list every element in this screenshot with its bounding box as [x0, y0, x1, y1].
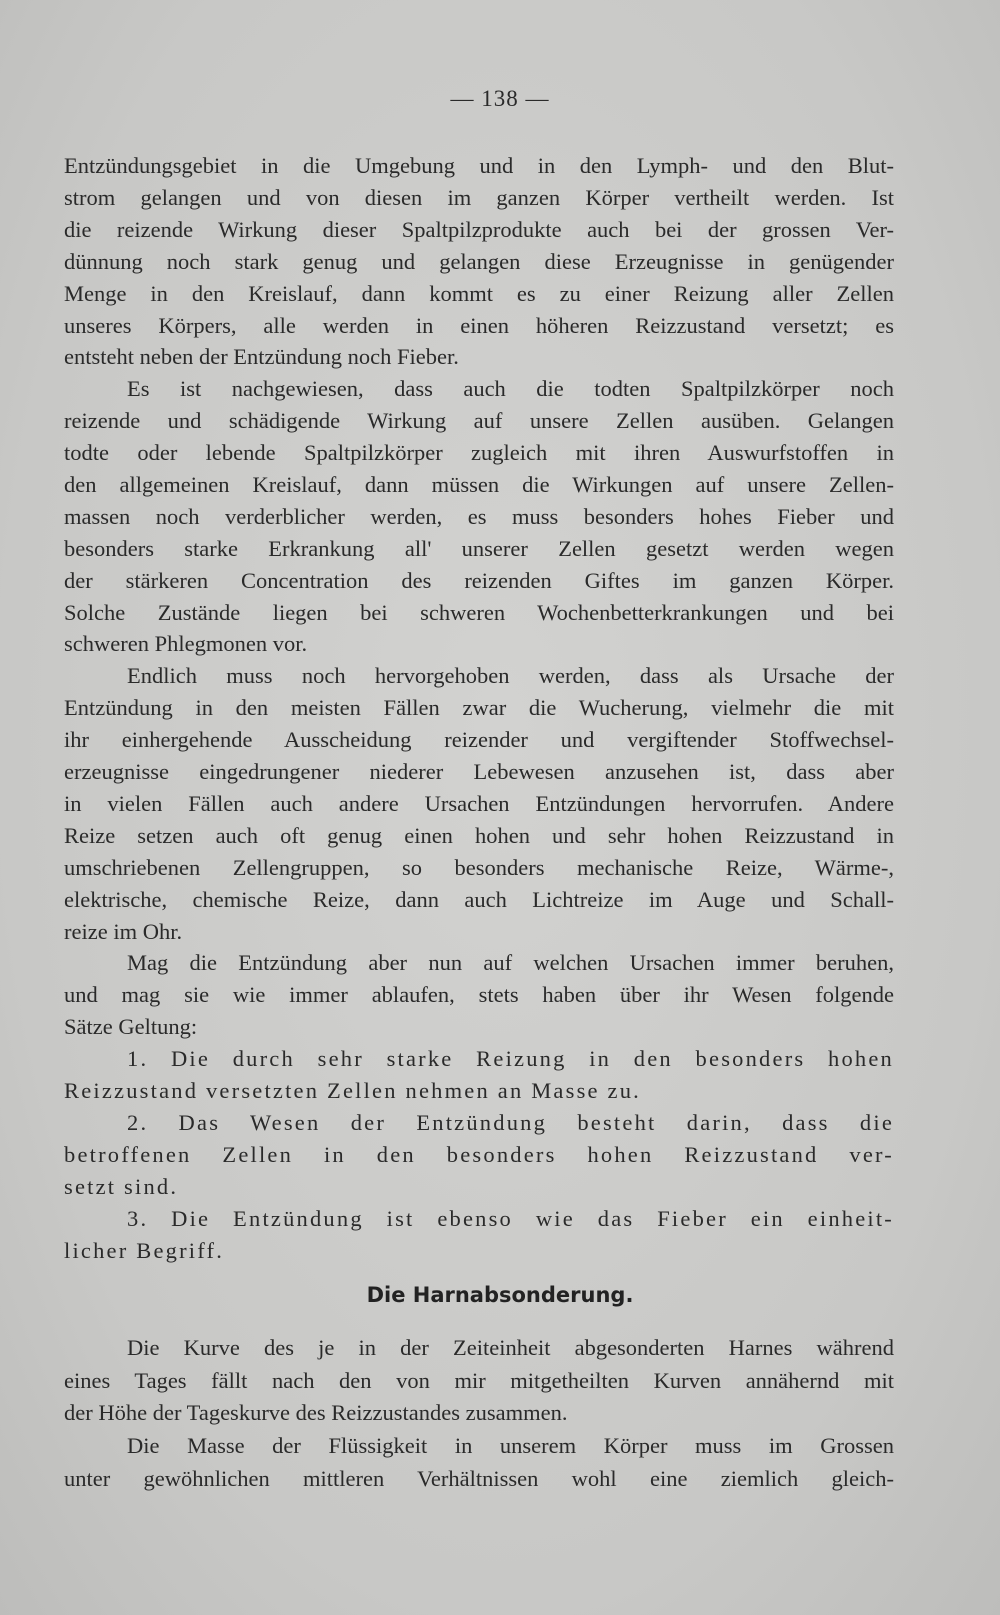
text-line: besonders starke Erkrankung all' unserer Zellen gesetzt werden wegen — [64, 536, 894, 561]
text-line: Solche Zustände liegen bei schweren Wochenbetterkrankungen und bei — [64, 600, 894, 625]
text-line: Mag die Entzündung aber nun auf welchen Ursachen immer beruhen, — [127, 950, 894, 975]
text-line: Entzündungsgebiet in die Umgebung und in den Lymph- und den Blut- — [64, 153, 894, 178]
text-line: der stärkeren Concentration des reizenden Giftes im ganzen Körper. — [64, 568, 894, 593]
text-line: der Höhe der Tageskurve des Reizzustandes zusammen. — [64, 1400, 568, 1425]
text-line: strom gelangen und von diesen im ganzen Körper vertheilt werden. Ist — [64, 185, 894, 210]
text-line: Entzündung in den meisten Fällen zwar die Wucherung, vielmehr die mit — [64, 695, 894, 720]
text-line: erzeugnisse eingedrungener niederer Lebewesen anzusehen ist, dass aber — [64, 759, 894, 784]
text-line: 2. Das Wesen der Entzündung besteht darin, dass die — [127, 1110, 894, 1135]
text-line: Es ist nachgewiesen, dass auch die todten Spaltpilzkörper noch — [127, 376, 894, 401]
text-line: betroffenen Zellen in den besonders hohen Reizzustand ver- — [64, 1142, 894, 1167]
text-line: Endlich muss noch hervorgehoben werden, dass als Ursache der — [127, 663, 894, 688]
text-line: Die Kurve des je in der Zeiteinheit abgesonderten Harnes während — [127, 1335, 894, 1360]
text-line: umschriebenen Zellengruppen, so besonders mechanische Reize, Wärme-, — [64, 855, 894, 880]
text-line: Reizzustand versetzten Zellen nehmen an Masse zu. — [64, 1078, 641, 1103]
text-line: entsteht neben der Entzündung noch Fieber. — [64, 344, 459, 369]
text-line: todte oder lebende Spaltpilzkörper zugleich mit ihren Auswurfstoffen in — [64, 440, 894, 465]
text-line: Menge in den Kreislauf, dann kommt es zu einer Reizung aller Zellen — [64, 281, 894, 306]
text-line: massen noch verderblicher werden, es muss besonders hohes Fieber und — [64, 504, 894, 529]
text-line: reizende und schädigende Wirkung auf unsere Zellen ausüben. Gelangen — [64, 408, 894, 433]
text-line: 3. Die Entzündung ist ebenso wie das Fieber ein einheit- — [127, 1206, 894, 1231]
text-line: reize im Ohr. — [64, 919, 183, 944]
text-line: dünnung noch stark genug und gelangen diese Erzeugnisse in genügender — [64, 249, 894, 274]
text-line: den allgemeinen Kreislauf, dann müssen die Wirkungen auf unsere Zellen- — [64, 472, 894, 497]
text-line: eines Tages fällt nach den von mir mitgetheilten Kurven annähernd mit — [64, 1368, 894, 1393]
text-line: schweren Phlegmonen vor. — [64, 631, 308, 656]
section-heading: Die Harnabsonderung. — [366, 1283, 634, 1307]
text-line: und mag sie wie immer ablaufen, stets haben über ihr Wesen folgende — [64, 982, 894, 1007]
text-line: ihr einhergehende Ausscheidung reizender und vergiftender Stoffwechsel- — [64, 727, 894, 752]
text-line: unter gewöhnlichen mittleren Verhältnissen wohl eine ziemlich gleich- — [64, 1466, 894, 1491]
text-line: die reizende Wirkung dieser Spaltpilzprodukte auch bei der grossen Ver- — [64, 217, 894, 242]
page-number: — 138 — — [450, 86, 550, 111]
text-line: Reize setzen auch oft genug einen hohen und sehr hohen Reizzustand in — [64, 823, 894, 848]
text-line: licher Begriff. — [64, 1238, 225, 1263]
text-line: setzt sind. — [64, 1174, 179, 1199]
text-line: 1. Die durch sehr starke Reizung in den besonders hohen — [127, 1046, 894, 1071]
text-line: Die Masse der Flüssigkeit in unserem Körper muss im Grossen — [127, 1433, 894, 1458]
text-line: elektrische, chemische Reize, dann auch Lichtreize im Auge und Schall- — [64, 887, 894, 912]
text-line: in vielen Fällen auch andere Ursachen Entzündungen hervorrufen. Andere — [64, 791, 894, 816]
text-line: Sätze Geltung: — [64, 1014, 198, 1039]
text-line: unseres Körpers, alle werden in einen höheren Reizzustand versetzt; es — [64, 313, 894, 338]
